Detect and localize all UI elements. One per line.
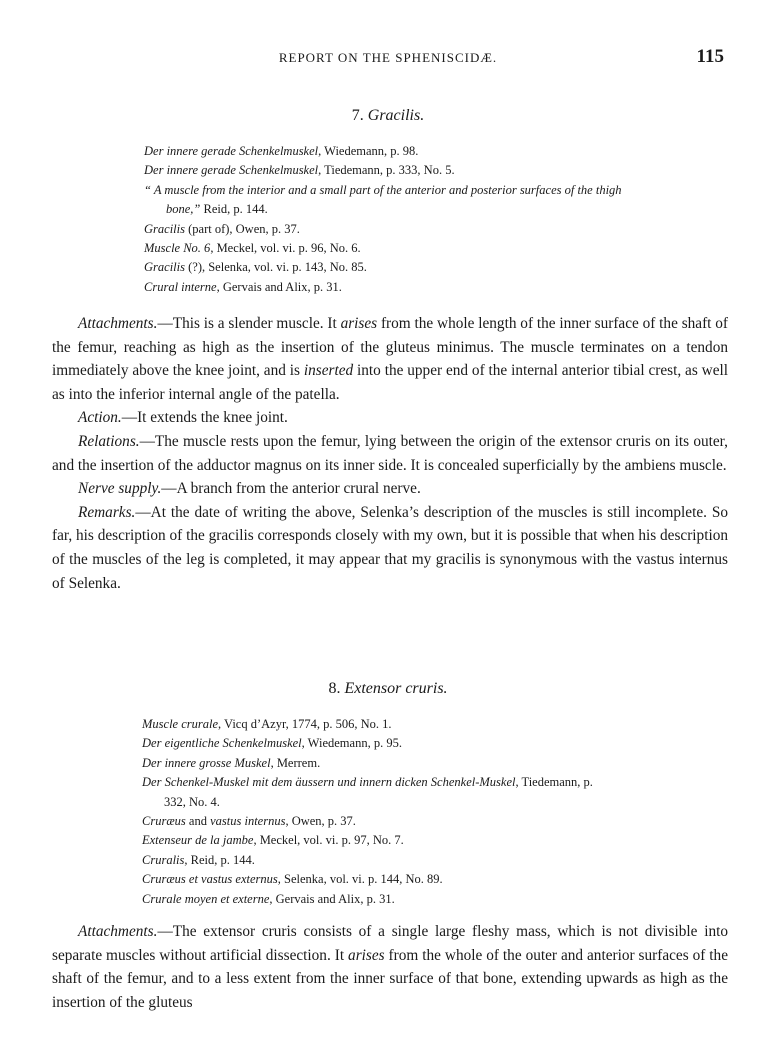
running-title: REPORT ON THE SPHENISCIDÆ. xyxy=(278,50,498,65)
paragraph-attachments: Attachments.—The extensor cruris consists of a single large fleshy mass, which is not divisible into separate muscles without artificial dissection. It arises from the whole of the outer and anterior surfaces of the shaft of the femur, and to a less extent from the inner surface of that bone, extending upwards as high as the insertion of the gluteus xyxy=(52,923,728,1011)
synonym-entry: Crural interne, Gervais and Alix, p. 31. xyxy=(144,279,342,294)
synonym-entry: bone,” Reid, p. 144. xyxy=(166,202,268,217)
synonym-entry: “ A muscle from the interior and a small part of the anterior and posterior surfaces of the thigh xyxy=(144,182,622,197)
section-heading-extensor-cruris xyxy=(52,680,724,698)
paragraph-remarks: Remarks.—At the date of writing the above, Selenka’s description of the muscles is still incomplete. So far, his description of the gracilis corresponds closely with my own, but it is possible that when his description of the muscles of the leg is completed, it may appear that my gracilis is synonymous with the vastus internus of Selenka. xyxy=(52,503,728,592)
synonym-entry: Muscle No. 6, Meckel, vol. vi. p. 96, No. 6. xyxy=(144,241,361,256)
paragraph-attachments: Attachments.—This is a slender muscle. It arises from the whole length of the inner surface of the shaft of the femur, reaching as high as the insertion of the gluteus minimus. The muscle terminates on a tendon immediately above the knee joint, and is inserted into the upper end of the internal anterior tibial crest, as well as into the inferior internal angle of the patella. xyxy=(52,315,729,403)
section-heading-gracilis xyxy=(52,107,724,125)
body-text-extensor-cruris xyxy=(52,920,728,1014)
section-title: Gracilis. xyxy=(367,107,425,124)
synonym-entry: Cruræus et vastus externus, Selenka, vol. vi. p. 144, No. 89. xyxy=(142,872,443,887)
synonym-entry: 332, No. 4. xyxy=(164,794,220,809)
page-number: 115 xyxy=(696,46,724,67)
synonymy-list-extensor-cruris xyxy=(142,715,593,909)
synonym-entry: Muscle crurale, Vicq d’Azyr, 1774, p. 506, No. 1. xyxy=(142,717,392,731)
running-header xyxy=(52,46,724,68)
synonym-entry: Crurale moyen et externe, Gervais and Alix, p. 31. xyxy=(142,891,395,906)
paragraph-nerve-supply: Nerve supply.—A branch from the anterior crural nerve. xyxy=(78,480,421,498)
synonym-entry: Gracilis (?), Selenka, vol. vi. p. 143, No. 85. xyxy=(144,260,367,275)
section-number: 7. xyxy=(351,107,364,124)
section-number: 8. xyxy=(328,680,341,697)
synonym-entry: Cruræus and vastus internus, Owen, p. 37. xyxy=(142,814,356,829)
synonym-entry: Der innere gerade Schenkelmuskel, Tiedemann, p. 333, No. 5. xyxy=(144,163,455,178)
synonym-entry: Der innere grosse Muskel, Merrem. xyxy=(142,755,321,770)
synonym-entry: Gracilis (part of), Owen, p. 37. xyxy=(144,221,300,236)
synonym-entry: Cruralis, Reid, p. 144. xyxy=(142,852,255,867)
synonym-entry: Extenseur de la jambe, Meckel, vol. vi. p. 97, No. 7. xyxy=(142,833,404,848)
synonym-entry: Der innere gerade Schenkelmuskel, Wiedemann, p. 98. xyxy=(144,144,419,158)
synonym-entry: Der eigentliche Schenkelmuskel, Wiedemann, p. 95. xyxy=(142,736,402,751)
section-title: Extensor cruris. xyxy=(344,680,448,697)
body-text-gracilis xyxy=(52,312,728,595)
paragraph-relations: Relations.—The muscle rests upon the femur, lying between the origin of the extensor cruris on its outer, and the insertion of the adductor magnus on its inner side. It is concealed superficially by the ambiens muscle. xyxy=(52,432,728,474)
synonym-entry: Der Schenkel-Muskel mit dem äussern und innern dicken Schenkel-Muskel, Tiedemann, p. xyxy=(142,775,593,790)
synonymy-list-gracilis xyxy=(144,142,622,297)
paragraph-action: Action.—It extends the knee joint. xyxy=(78,409,288,427)
